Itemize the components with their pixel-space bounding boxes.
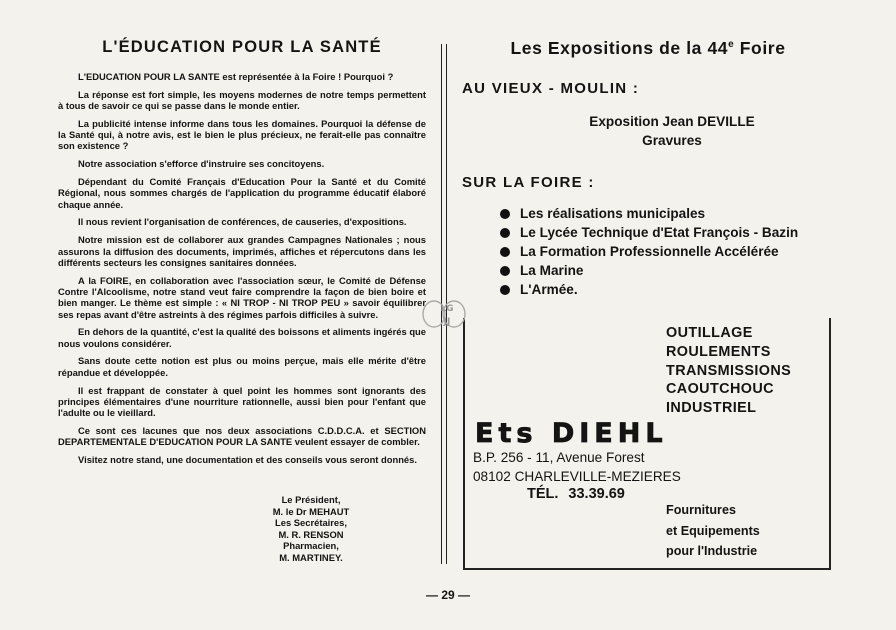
page-number: — 29 — [425,588,470,602]
list-item: Le Lycée Technique d'Etat François - Bazin [500,223,798,242]
health-education-article [58,38,426,472]
article-paragraph: Dépendant du Comité Français d'Education Pour la Santé et du Comité Régional, nous sommes chargés de l'application du programme éducatif élaboré chaque année. [58,176,426,210]
svg-text:JJ: JJ [443,317,451,327]
signature-line: Pharmacien, [283,540,339,552]
article-paragraph: En dehors de la quantité, c'est la qualité des boissons et aliments ingérés que nous voulons considérer. [58,326,426,349]
signature-line: Le Président, [281,494,341,505]
list-item: L'Armée. [500,280,798,299]
article-paragraph: Notre mission est de collaborer aux grandes Campagnes Nationales ; nous assurons la diffusion des documents, imprimés, affiches et répercutons dans les différents secteurs les consignes sanitaires données. [58,234,426,268]
list-item: La Formation Professionnelle Accélérée [500,242,798,261]
collection-stamp-icon [420,296,474,332]
signature-line: M. le Dr MEHAUT [272,505,350,517]
article-paragraph: Sans doute cette notion est plus ou moins perçue, mais elle mérite d'être répandue et développée. [58,355,426,378]
fair-exhibits-list [500,204,798,299]
article-paragraph: Ce sont ces lacunes que nos deux associations C.D.D.C.A. et SECTION DEPARTEMENTALE D'EDUCATION POUR LA SANTE veulent essayer de combler. [58,424,426,448]
exhibitions-title: Les Expositions de la 44e Foire [510,38,786,58]
signature-line: Les Secrétaires, [275,517,347,529]
bullet-icon [500,228,510,238]
company-name: Ets DIEHL [475,418,668,449]
diehl-advertisement [463,318,831,570]
signature-block [236,494,386,564]
company-phone: TÉL. 33.39.69 [527,486,625,502]
signature-line: M. R. RENSON [278,528,344,540]
article-paragraph: La réponse est fort simple, les moyens modernes de notre temps permettent à tous de savoir ce qui se passe dans le monde entier. [58,88,426,112]
list-item: La Marine [500,261,798,280]
signature-line: M. MARTINEY. [279,551,343,563]
bullet-icon [500,266,510,276]
supplies-text: Fournitures et Equipements pour l'Industrie [666,503,760,558]
list-item: Les réalisations municipales [500,204,798,223]
vieux-moulin-heading: AU VIEUX - MOULIN : [462,80,640,97]
exhibitions-section [462,38,834,298]
product-list: OUTILLAGE ROULEMENTS TRANSMISSIONS CAOUTCHOUC INDUSTRIEL [666,325,792,417]
svg-text:LG: LG [440,304,454,314]
article-paragraph: Il nous revient l'organisation de conférences, de causeries, d'expositions. [78,216,407,228]
article-paragraph: A la FOIRE, en collaboration avec l'association sœur, le Comité de Défense Contre l'Alcoolisme, notre stand veut faire comprendre la façon de bien boire et bien manger. Le thème est simple : « NI TROP - NI TROP PEU » savoir équilibrer ses repas avant d'être astreints à des régimes parfois difficiles à suivre. [58,274,426,320]
bullet-icon [500,247,510,257]
bullet-icon [500,285,510,295]
article-title: L'ÉDUCATION POUR LA SANTÉ [102,38,382,56]
bullet-icon [500,209,510,219]
article-paragraph: Visitez notre stand, une documentation et des conseils vous seront donnés. [78,454,417,466]
article-paragraph: Il est frappant de constater à quel point les hommes sont ignorants des principes élémentaires d'une nourriture rationnelle, aussi bien pour l'enfant que l'adulte ou le vieillard. [58,384,426,419]
exhibition-deville: Exposition Jean DEVILLE Gravures [589,114,755,148]
article-paragraph: La publicité intense informe dans tous les domaines. Pourquoi la défense de la Santé qui, à notre avis, est le bien le plus précieux, ne ferait-elle pas connaître son existence ? [58,117,426,152]
sur-la-foire-heading: SUR LA FOIRE : [462,174,595,191]
article-paragraph: L'EDUCATION POUR LA SANTE est représentée à la Foire ! Pourquoi ? [78,71,394,82]
article-paragraph: Notre association s'efforce d'instruire ses concitoyens. [78,158,325,170]
company-address: B.P. 256 - 11, Avenue Forest 08102 CHARLEVILLE-MEZIERES [473,450,681,484]
